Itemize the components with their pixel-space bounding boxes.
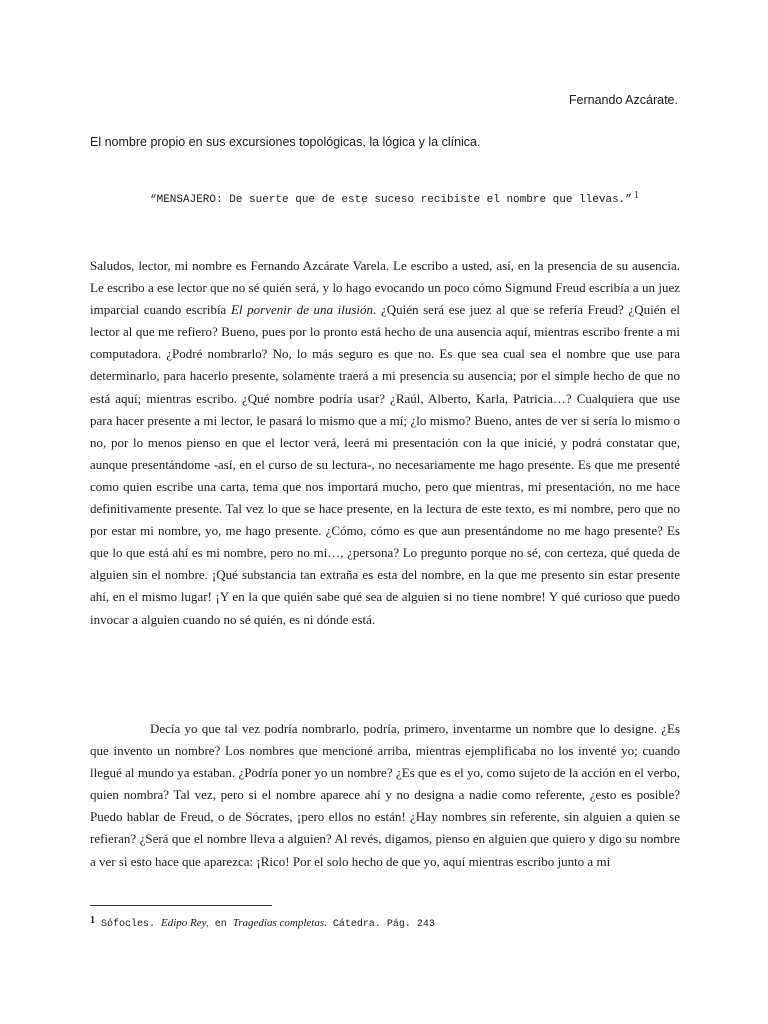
document-title: El nombre propio en sus excursiones topológicas, la lógica y la clínica.	[90, 135, 481, 149]
author-name: Fernando Azcárate.	[568, 93, 678, 107]
footnote-reference[interactable]: 1	[633, 190, 639, 201]
paragraph-1-end: ¿Quién será ese juez al que se refería Freud? ¿Quién el lector al que me refiero? Bueno, pues por lo pronto está hecho de una ausencia aquí, mientras escribo frente a mi computadora. ¿Podré nombrarlo? No, lo más seguro es que no. Es que sea cual sea el nombre que use para determinarlo, para hacerlo presente, solamente traerá a mi presencia su ausencia; por el simple hecho de que no está aquí; mientras escribo. ¿Qué nombre podría usar? ¿Raúl, Alberto, Karla, Patricia…? Cualquiera que use para hacer presente a mi lector, le pasará lo mismo que a mí; ¿lo mismo? Bueno, antes de ver si sería lo mismo o no, por lo menos pienso en que el lector verá, leerá mi presentación con la que inicié, y podrá constatar que, aunque presentándome -así, en el curso de su lectura-, no necesariamente me hago presente. Es que me presenté como quien escribe una carta, tema que nos importará mucho, pero que mientras, mi presentación, no me hace definitivamente presente. Tal vez lo que se hace presente, en la lectura de este texto, es mi nombre, pero que no por estar mi nombre, yo, me hago presente. ¿Cómo, cómo es que aun presentándome no me hago presente? Es que lo que está ahí es mi nombre, pero no mi…, ¿persona? Lo pregunto porque no sé, con certeza, qué queda de alguien sin el nombre. ¡Qué substancia tan extraña es esta del nombre, en la que me presento sin estar presente ahí, en el mismo lugar! ¡Y en la que quién sabe qué sea de alguien si no tiene nombre! Y qué curioso que puedo invocar a alguien cuando no sé quién, es ni dónde está.	[90, 302, 680, 627]
paragraph-1-start: Saludos, lector, mi nombre es Fernando Azcárate Varela. Le escribo a usted, así, en la presencia de su ausencia. Le escribo a ese lector que no sé quién será, y lo hago evocando un poco cómo Sigmund Freud escribía a un juez imparcial cuando escribía	[90, 258, 680, 318]
footnote-publisher: Cátedra. Pág. 243	[332, 919, 435, 930]
footnote-in: en	[214, 919, 227, 930]
footnote-number: 1	[90, 915, 95, 926]
epigraph	[150, 190, 639, 206]
footnote-work: Edipo Rey,	[161, 917, 209, 929]
footnote-collection: Tragedias completas.	[232, 917, 327, 929]
footnote	[90, 915, 435, 930]
paragraph-2: Decía yo que tal vez podría nombrarlo, podría, primero, inventarme un nombre que lo designe. ¿Es que invento un nombre? Los nombres que mencioné arriba, mientras ejemplificaba no los inventé yo; cuando llegué al mundo ya estaban. ¿Podría poner yo un nombre? ¿Es que es el yo, como sujeto de la acción en el verbo, quien nombra? Tal vez, pero si el nombre aparece ahí y no designa a nadie como referente, ¿esto es posible? Puedo hablar de Freud, o de Sócrates, ¡pero ellos no están! ¿Hay nombres sin referente, sin alguien a quien se refieran? ¿Será que el nombre lleva a alguien? Al revés, digamos, pienso en alguien que quiero y digo su nombre a ver si esto hace que aparezca: ¡Rico! Por el solo hecho de que yo, aquí mientras escribo junto a mi	[90, 721, 680, 869]
book-title-italic: El porvenir de una ilusión.	[230, 302, 377, 318]
footnote-divider	[90, 905, 272, 906]
paragraph-1	[90, 255, 680, 631]
footnote-author: Sófocles.	[101, 919, 156, 930]
epigraph-text: “MENSAJERO: De suerte que de este suceso recibiste el nombre que llevas.”	[150, 194, 632, 206]
